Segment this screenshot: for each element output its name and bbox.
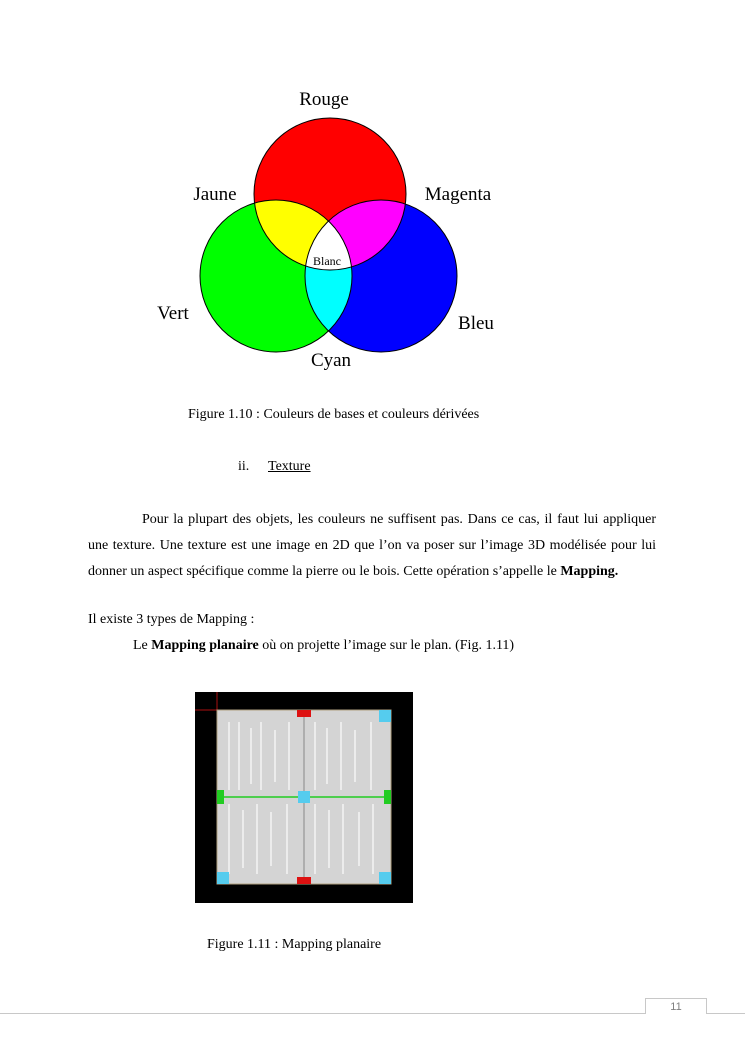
- blue-handle-top-right: [379, 710, 391, 722]
- blue-handle-bottom-right: [379, 872, 391, 884]
- red-handle-top: [297, 710, 311, 717]
- color-venn-diagram: [140, 80, 520, 380]
- footer-rule: [0, 1013, 745, 1014]
- texture-paragraph: [88, 507, 656, 585]
- planar-mapping-figure: [195, 692, 413, 903]
- blue-handle-bottom-left: [217, 872, 229, 884]
- label-magenta: Magenta: [424, 184, 492, 205]
- planar-prefix: Le: [133, 638, 152, 653]
- green-handle-right: [384, 790, 391, 804]
- section-heading: [238, 459, 311, 475]
- label-vert: Vert: [157, 303, 189, 324]
- green-handle-left: [217, 790, 224, 804]
- paragraph-text: Pour la plupart des objets, les couleurs ne suffisent pas. Dans ce cas, il faut lui appliquer une texture. Une texture est une image en 2D que l’on va poser sur l’image 3D modélisée pour lui donner un aspect spécifique comme la pierre ou le bois. Cette opération s’appelle le: [88, 512, 656, 579]
- section-number: ii.: [238, 459, 250, 474]
- label-jaune: Jaune: [193, 184, 237, 205]
- figure-1-11-caption: Figure 1.11 : Mapping planaire: [207, 937, 382, 952]
- red-handle-bottom: [297, 877, 311, 884]
- planar-bold: Mapping planaire: [151, 638, 259, 653]
- label-rouge: Rouge: [299, 89, 349, 110]
- label-bleu: Bleu: [458, 313, 494, 334]
- label-cyan: Cyan: [310, 350, 352, 371]
- mapping-types-line: Il existe 3 types de Mapping :: [88, 612, 255, 627]
- page-number: 11: [645, 998, 707, 1014]
- blue-handle-center: [298, 791, 310, 803]
- figure-1-10-caption: Figure 1.10 : Couleurs de bases et couleurs dérivées: [188, 407, 480, 422]
- section-title: Texture: [268, 459, 311, 474]
- label-blanc: Blanc: [313, 254, 341, 268]
- planar-mapping-line: [133, 638, 514, 654]
- planar-suffix: où on projette l’image sur le plan. (Fig. 1.11): [258, 638, 515, 653]
- paragraph-bold-mapping: Mapping.: [560, 564, 619, 579]
